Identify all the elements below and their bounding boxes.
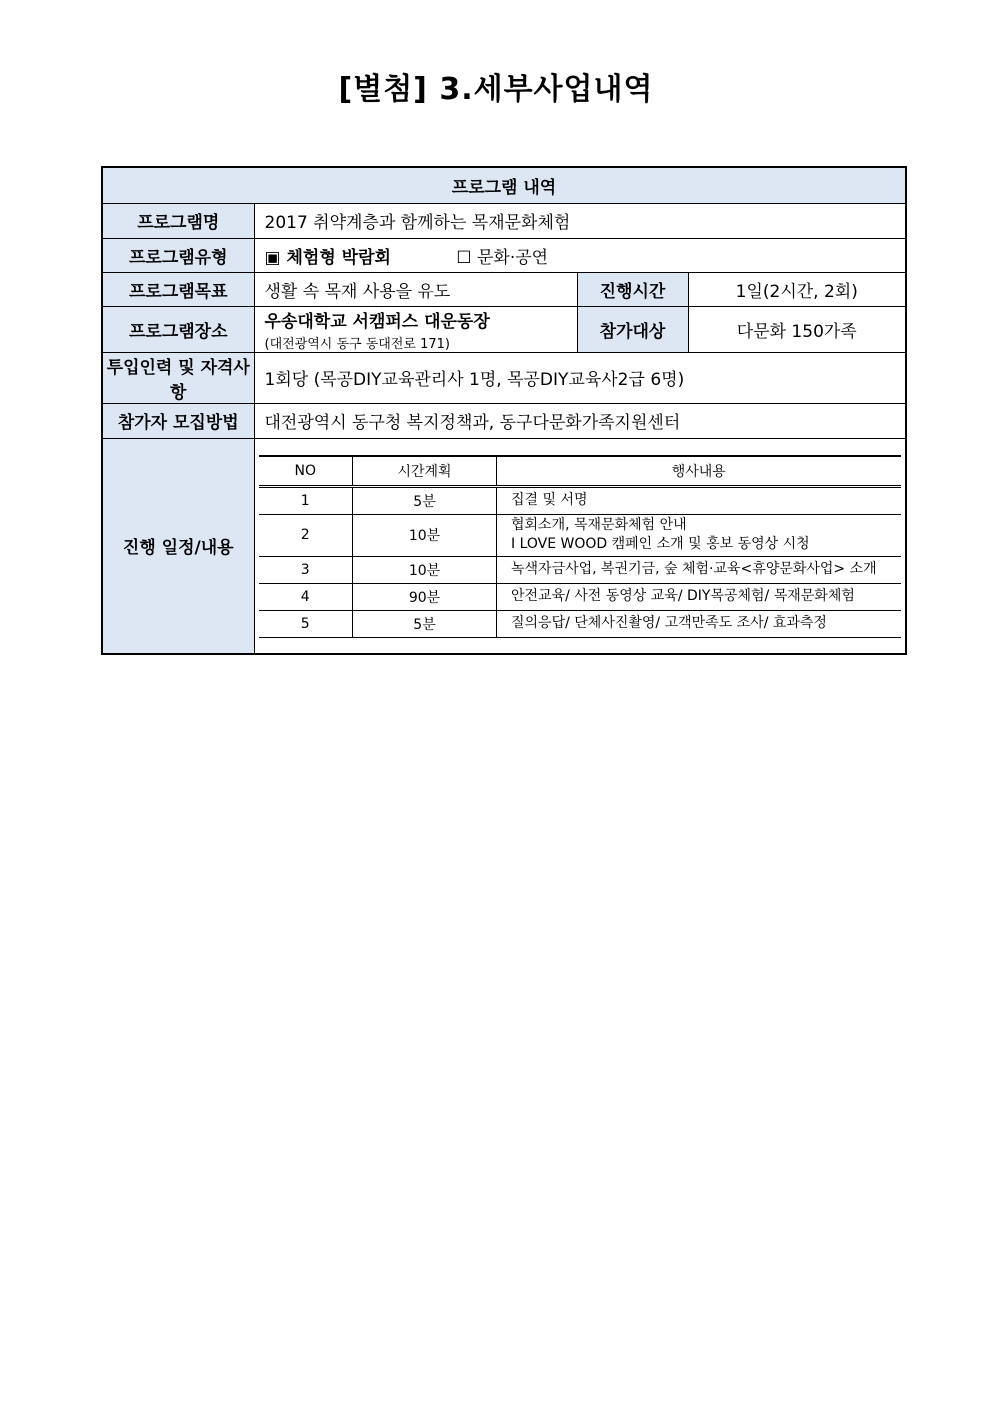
- staff-label: 투입인력 및 자격사항: [102, 352, 254, 403]
- schedule-label: 진행 일정/내용: [102, 438, 254, 654]
- row-content: 질의응답/ 단체사진촬영/ 고객만족도 조사/ 효과측정: [497, 610, 901, 637]
- duration-value: 1일(2시간, 2회): [688, 272, 906, 306]
- table-header: 프로그램 내역: [102, 167, 906, 203]
- document-title: [별첨] 3.세부사업내역: [338, 72, 654, 107]
- schedule-cell: [254, 438, 906, 654]
- program-goal-value: 생활 속 목재 사용을 유도: [254, 272, 577, 306]
- table-row: [259, 556, 901, 583]
- table-row: [259, 583, 901, 610]
- schedule-table: [259, 455, 901, 638]
- program-goal-label: 프로그램목표: [102, 272, 254, 306]
- target-label: 참가대상: [577, 306, 688, 352]
- type-option-experience: ▣ 체험형 박람회: [264, 247, 391, 268]
- place-address: (대전광역시 동구 동대전로 171): [264, 336, 450, 352]
- row-no: 1: [259, 486, 353, 514]
- row-content-line1: 협회소개, 목재문화체험 안내: [511, 517, 687, 533]
- row-no: 5: [259, 610, 353, 637]
- program-type-value: [254, 238, 906, 272]
- table-row: [259, 486, 901, 514]
- row-content: 집결 및 서명: [497, 486, 901, 514]
- recruit-value: 대전광역시 동구청 복지정책과, 동구다문화가족지원센터: [254, 403, 906, 438]
- row-content: [497, 514, 901, 556]
- duration-label: 진행시간: [577, 272, 688, 306]
- col-header-no: NO: [259, 456, 353, 487]
- col-header-time: 시간계획: [353, 456, 497, 487]
- row-no: 3: [259, 556, 353, 583]
- row-no: 2: [259, 514, 353, 556]
- target-value: 다문화 150가족: [688, 306, 906, 352]
- staff-value: 1회당 (목공DIY교육관리사 1명, 목공DIY교육사2급 6명): [254, 352, 906, 403]
- type-option-culture: ☐ 문화·공연: [456, 247, 549, 268]
- row-content-line2: I LOVE WOOD 캠페인 소개 및 홍보 동영상 시청: [511, 536, 810, 552]
- col-header-content: 행사내용: [497, 456, 901, 487]
- program-table: [101, 166, 907, 655]
- table-row: [259, 610, 901, 637]
- row-time: 10분: [353, 514, 497, 556]
- row-time: 10분: [353, 556, 497, 583]
- table-row: [259, 514, 901, 556]
- row-content: 안전교육/ 사전 동영상 교육/ DIY목공체험/ 목재문화체험: [497, 583, 901, 610]
- row-time: 90분: [353, 583, 497, 610]
- program-place-value: [254, 306, 577, 352]
- row-content: 녹색자금사업, 복권기금, 숲 체험·교육<휴양문화사업> 소개: [497, 556, 901, 583]
- program-name-value: 2017 취약계층과 함께하는 목재문화체험: [254, 203, 906, 238]
- place-name: 우송대학교 서캠퍼스 대운동장: [264, 311, 490, 332]
- row-time: 5분: [353, 486, 497, 514]
- program-type-label: 프로그램유형: [102, 238, 254, 272]
- row-no: 4: [259, 583, 353, 610]
- program-name-label: 프로그램명: [102, 203, 254, 238]
- recruit-label: 참가자 모집방법: [102, 403, 254, 438]
- program-place-label: 프로그램장소: [102, 306, 254, 352]
- row-time: 5분: [353, 610, 497, 637]
